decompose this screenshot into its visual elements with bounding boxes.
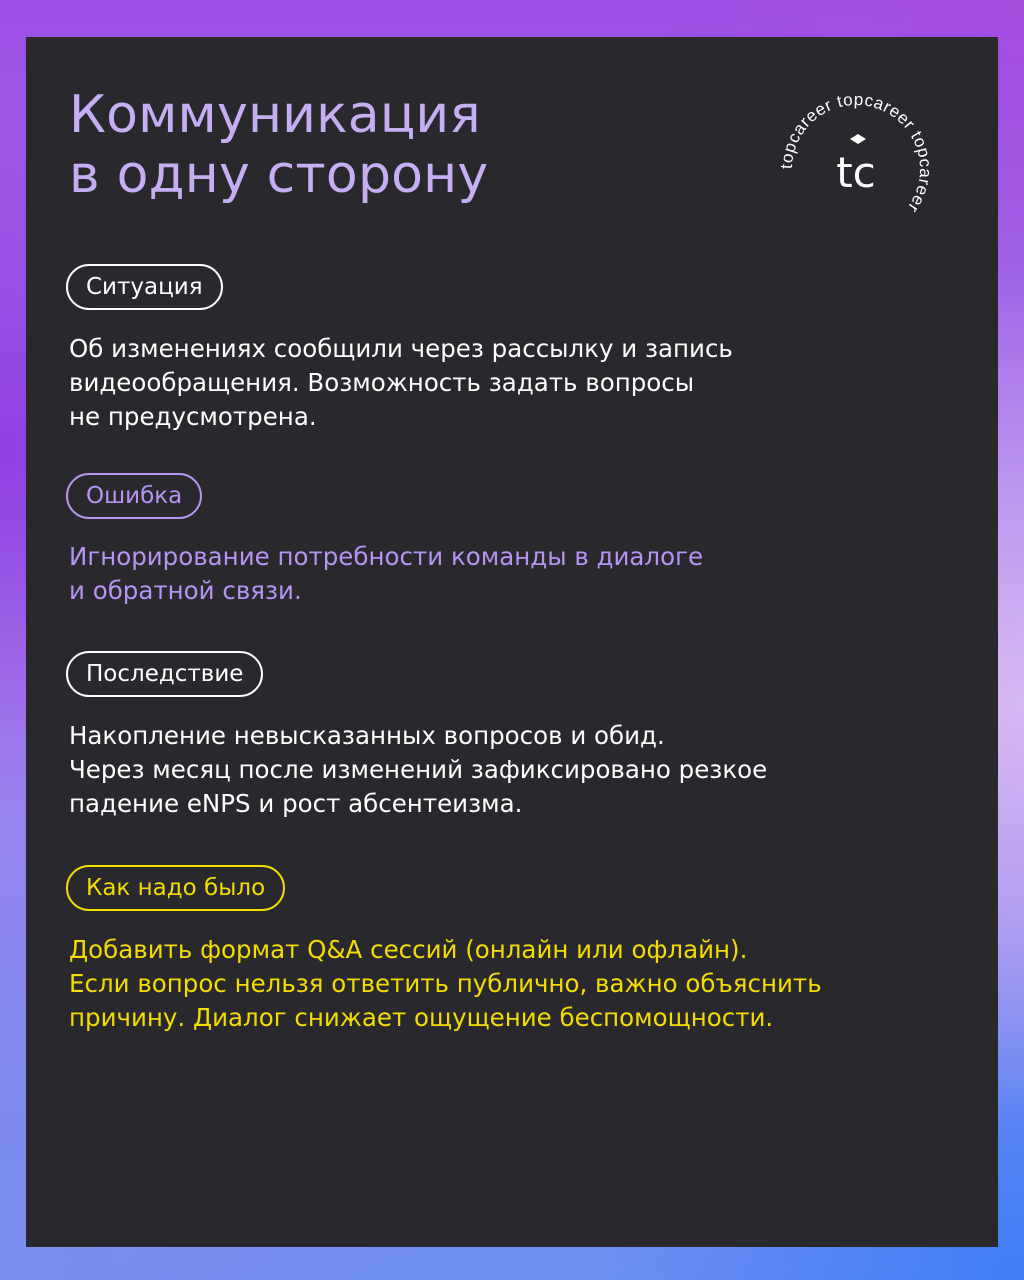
consequence-badge xyxy=(66,651,263,697)
situation-line: Об изменениях сообщили через рассылку и запись xyxy=(69,334,733,363)
error-line: Игнорирование потребности команды в диалоге xyxy=(69,542,704,571)
how-it-should-be-line: Если вопрос нельзя ответить публично, важно объяснить xyxy=(69,969,822,998)
consequence-line: Через месяц после изменений зафиксировано резкое xyxy=(69,755,768,784)
situation-line: не предусмотрена. xyxy=(69,402,317,431)
title-line-1: Коммуникация xyxy=(69,85,481,145)
situation-label: Ситуация xyxy=(86,274,203,300)
situation-line: видеообращения. Возможность задать вопросы xyxy=(69,368,695,397)
logo-monogram: tc xyxy=(836,148,876,197)
logo-ring-text: topcareer topcareer topcareer xyxy=(776,89,936,217)
topcareer-logo-icon xyxy=(776,89,936,249)
logo-diamond xyxy=(850,134,866,144)
error-line: и обратной связи. xyxy=(69,576,302,605)
consequence-text xyxy=(69,719,949,821)
page-title xyxy=(69,85,488,205)
error-badge xyxy=(66,473,202,519)
title-line-2: в одну сторону xyxy=(69,145,489,205)
how-it-should-be-label: Как надо было xyxy=(86,875,266,901)
how-it-should-be-text xyxy=(69,933,949,1035)
situation-badge xyxy=(66,264,223,310)
how-it-should-be-line: Добавить формат Q&A сессий (онлайн или офлайн). xyxy=(69,935,748,964)
error-text xyxy=(69,540,949,608)
error-label: Ошибка xyxy=(86,483,183,509)
how-it-should-be-line: причину. Диалог снижает ощущение беспомощности. xyxy=(69,1003,774,1032)
consequence-line: падение eNPS и рост абсентеизма. xyxy=(69,789,523,818)
consequence-label: Последствие xyxy=(86,661,244,687)
how-it-should-be-badge xyxy=(66,865,285,911)
slide-card xyxy=(26,37,998,1247)
situation-text xyxy=(69,332,949,434)
consequence-line: Накопление невысказанных вопросов и обид. xyxy=(69,721,665,750)
